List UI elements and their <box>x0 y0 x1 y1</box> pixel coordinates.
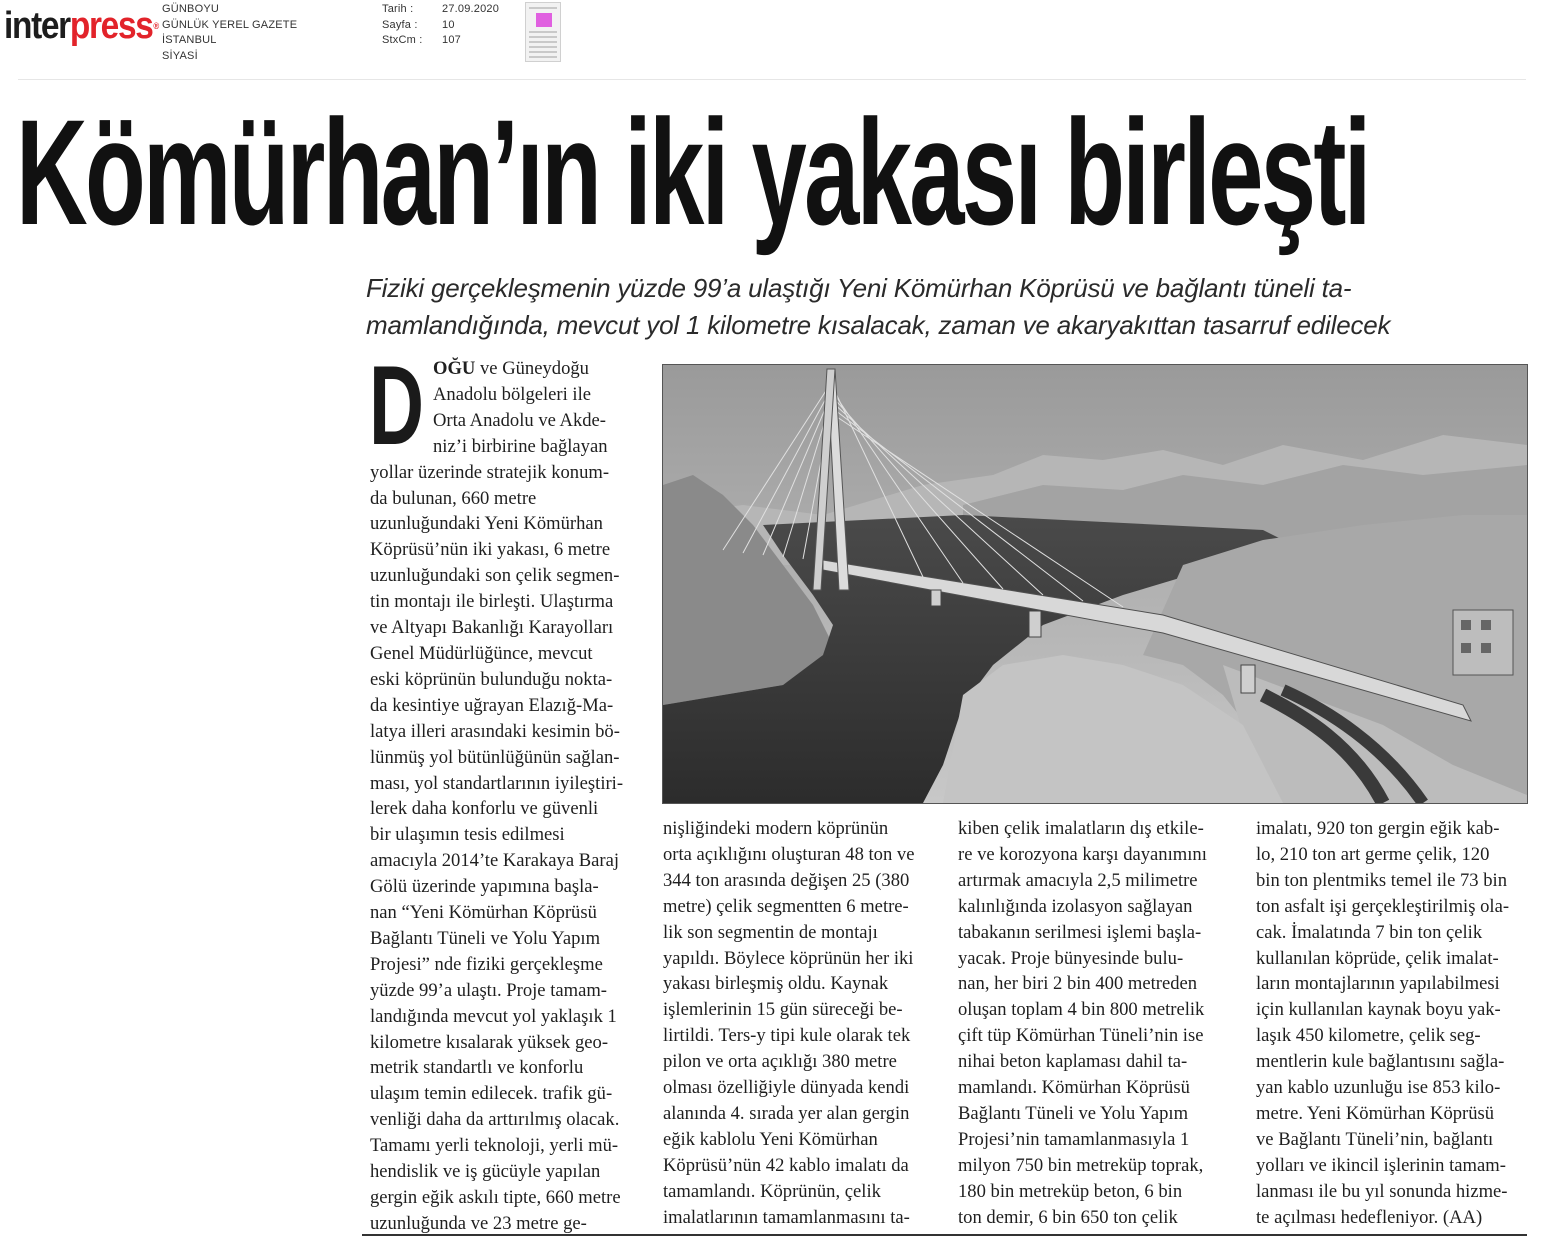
registered-mark: ® <box>153 21 158 31</box>
article-column-2 <box>663 816 914 1231</box>
publication-city: İSTANBUL <box>162 34 217 46</box>
column-line: 344 ton arasında değişen 25 (380 <box>663 869 910 891</box>
header-divider <box>18 79 1526 80</box>
column-line: hendislik ve iş gücüyle yapılan <box>370 1161 601 1183</box>
column-line: nan, her biri 2 bin 400 metreden <box>958 973 1198 995</box>
column-line: bin ton plentmiks temel ile 73 bin <box>1256 869 1507 891</box>
column-line: milyon 750 bin metreküp toprak, <box>958 1154 1204 1176</box>
column-line: Gölü üzerinde yapımına başla- <box>370 876 599 898</box>
column-line: tin montajı ile birleşti. Ulaştırma <box>370 591 614 613</box>
column-line: metre. Yeni Kömürhan Köprüsü <box>1256 1102 1495 1124</box>
interpress-logo <box>4 6 158 46</box>
column-line: ve Bağlantı Tüneli’nin, bağlantı <box>1256 1128 1494 1150</box>
column-line: Orta Anadolu ve Akde- <box>433 409 606 431</box>
column-line: imalatı, 920 ton gergin eğik kab- <box>1256 818 1500 839</box>
bridge-photo-illustration <box>663 365 1527 803</box>
column-line: oluşan toplam 4 bin 800 metrelik <box>958 999 1205 1021</box>
column-line: laşık 450 kilometre, çelik seg- <box>1256 1025 1481 1047</box>
column-line: Projesi” nde fiziki gerçekleşme <box>370 953 603 975</box>
clip-location-marker <box>536 13 552 27</box>
column-line: amacıyla 2014’te Karakaya Baraj <box>370 850 619 872</box>
column-line: yakası birleşmiş oldu. Kaynak <box>663 973 889 995</box>
column-line: kullanılan köprüde, çelik imalat- <box>1256 947 1499 969</box>
column-line: uzunluğundaki son çelik segmen- <box>370 565 620 587</box>
article-column-4 <box>1256 816 1509 1231</box>
column-line: da bulunan, 660 metre <box>370 487 537 509</box>
column-line: çift tüp Kömürhan Tüneli’nin ise <box>958 1025 1204 1047</box>
column-line: ların montajlarının yapılabilmesi <box>1256 973 1500 995</box>
column-line: yüzde 99’a ulaştı. Proje tamam- <box>370 979 607 1001</box>
column-line: landığında mevcut yol yaklaşık 1 <box>370 1005 617 1027</box>
column-line: metrik standartlı ve konforlu <box>370 1057 584 1079</box>
column-line: ton demir, 6 bin 650 ton çelik <box>958 1206 1178 1228</box>
column-line: kalınlığında izolasyon sağlayan <box>958 895 1193 917</box>
column-line: ve Altyapı Bakanlığı Karayolları <box>370 617 614 639</box>
column-line: venliği daha da arttırılmış olacak. <box>370 1109 620 1131</box>
column-line: metre) çelik segmentten 6 metre- <box>663 895 909 917</box>
column-line: ması, yol standartlarının iyileştiri- <box>370 772 624 794</box>
publication-name: GÜNBOYU <box>162 3 220 15</box>
column-line: tabakanın serilmesi işlemi başla- <box>958 921 1202 943</box>
column-line: tamamlandı. Köprünün, çelik <box>663 1180 881 1202</box>
column-line <box>433 356 623 382</box>
column-line: kilometre kısalarak yüksek geo- <box>370 1031 609 1053</box>
article-deck <box>366 270 1531 344</box>
column-line: lirtildi. Ters-y tipi kule olarak tek <box>663 1025 911 1047</box>
article-column-3 <box>958 816 1207 1231</box>
column-line: Köprüsü’nün 42 kablo imalatı da <box>663 1154 909 1176</box>
publication-type: GÜNLÜK YEREL GAZETE <box>162 18 298 31</box>
meta-labels <box>382 2 423 49</box>
column-line: re ve korozyona karşı dayanımını <box>958 843 1207 865</box>
column-line: nan “Yeni Kömürhan Köprüsü <box>370 902 597 924</box>
logo-press-text: press <box>69 5 153 47</box>
column-line: Tamamı yerli teknoloji, yerli mü- <box>370 1135 619 1157</box>
column-line: yolları ve ikincil işlerinin tamam- <box>1256 1154 1506 1176</box>
column-line: yapıldı. Böylece köprünün her iki <box>663 947 914 969</box>
column-line: gergin eğik askılı tipte, 660 metre <box>370 1187 621 1208</box>
column-line: orta açıklığını oluşturan 48 ton ve <box>663 843 915 865</box>
column-line: artırmak amacıyla 2,5 milimetre <box>958 869 1198 891</box>
column-line: lerek daha konforlu ve güvenli <box>370 798 599 820</box>
column-line: bir ulaşımın tesis edilmesi <box>370 824 565 846</box>
column-line: işlemlerinin 15 gün süreceği be- <box>663 999 903 1021</box>
stxcm-label: StxCm : <box>382 34 423 46</box>
column-line: ton asfalt işi gerçekleştirilmiş ola- <box>1256 895 1510 917</box>
article-headline: Kömürhan’ın iki yakası birleşti <box>16 88 1369 256</box>
page-thumbnail[interactable] <box>525 2 561 62</box>
column-line: niz’i birbirine bağlayan <box>433 435 608 457</box>
logo-inter-text: inter <box>4 5 70 47</box>
column-line: da kesintiye uğrayan Elazığ-Ma- <box>370 694 614 716</box>
column-line: mamlandı. Kömürhan Köprüsü <box>958 1077 1190 1099</box>
bridge-photo <box>662 364 1528 804</box>
column-line: cak. İmalatında 7 bin ton çelik <box>1256 921 1483 943</box>
page-value: 10 <box>442 18 455 31</box>
column-line: Köprüsü’nün iki yakası, 6 metre <box>370 539 611 561</box>
column-line: Genel Müdürlüğünce, mevcut <box>370 642 593 664</box>
column-line: pilon ve orta açıklığı 380 metre <box>663 1051 897 1073</box>
column-line: latya illeri arasındaki kesimin bö- <box>370 720 620 742</box>
column-line: uzunluğundaki Yeni Kömürhan <box>370 513 603 535</box>
column-line: alanında 4. sırada yer alan gergin <box>663 1102 910 1124</box>
drop-cap: D <box>369 343 425 468</box>
page-label: Sayfa : <box>382 18 418 31</box>
meta-values <box>442 2 499 49</box>
column-line: nişliğindeki modern köprünün <box>663 818 889 839</box>
publication-category: SİYASİ <box>162 49 198 62</box>
column-line: Anadolu bölgeleri ile <box>433 383 592 405</box>
column-line: kiben çelik imalatların dış etkile- <box>958 818 1204 839</box>
article-column-1 <box>369 343 624 1237</box>
column-line: nihai beton kaplaması dahil ta- <box>958 1051 1188 1073</box>
stxcm-value: 107 <box>442 34 461 46</box>
deck-line-1: Fiziki gerçekleşmenin yüzde 99’a ulaştığı Yeni Kömürhan Köprüsü ve bağlantı tüneli ta- <box>366 273 1352 303</box>
column-line: imalatlarının tamamlanmasını ta- <box>663 1206 910 1228</box>
column-line: ulaşım temin edilecek. trafik gü- <box>370 1083 613 1105</box>
article-bottom-rule <box>362 1234 1527 1236</box>
column-line: lo, 210 ton art germe çelik, 120 <box>1256 843 1490 865</box>
lead-rest: ve Güneydoğu <box>475 358 589 379</box>
column-line: uzunluğunda ve 23 metre ge- <box>370 1212 587 1234</box>
column-line: eğik kablolu Yeni Kömürhan <box>663 1128 878 1150</box>
column-line: 180 bin metreküp beton, 6 bin <box>958 1180 1183 1202</box>
date-value: 27.09.2020 <box>442 3 500 15</box>
column-line: lünmüş yol bütünlüğünün sağlan- <box>370 746 620 768</box>
column-line: yan kablo uzunluğu ise 853 kilo- <box>1256 1077 1501 1099</box>
lead-word: OĞU <box>433 358 476 379</box>
column-line: yollar üzerinde stratejik konum- <box>370 461 610 483</box>
column-line: Bağlantı Tüneli ve Yolu Yapım <box>958 1102 1189 1124</box>
publication-info <box>162 2 297 64</box>
deck-line-2: mamlandığında, mevcut yol 1 kilometre kısalacak, zaman ve akaryakıttan tasarruf edilecek <box>366 310 1391 340</box>
column-line: Bağlantı Tüneli ve Yolu Yapım <box>370 927 601 949</box>
column-line: olması özelliğiyle dünyada kendi <box>663 1077 910 1099</box>
column-line: lanması ile bu yıl sonunda hizme- <box>1256 1180 1508 1202</box>
column-line: eski köprünün bulunduğu nokta- <box>370 668 613 690</box>
column-line: te açılması hedefleniyor. (AA) <box>1256 1206 1483 1228</box>
column-line: lik son segmentin de montajı <box>663 921 878 943</box>
column-line: mentlerin kule bağlantısını sağla- <box>1256 1051 1505 1073</box>
column-line: yacak. Proje bünyesinde bulu- <box>958 947 1184 969</box>
column-line: için kullanılan kaynak boyu yak- <box>1256 999 1501 1021</box>
date-label: Tarih : <box>382 3 414 15</box>
column-line: Projesi’nin tamamlanmasıyla 1 <box>958 1128 1190 1150</box>
